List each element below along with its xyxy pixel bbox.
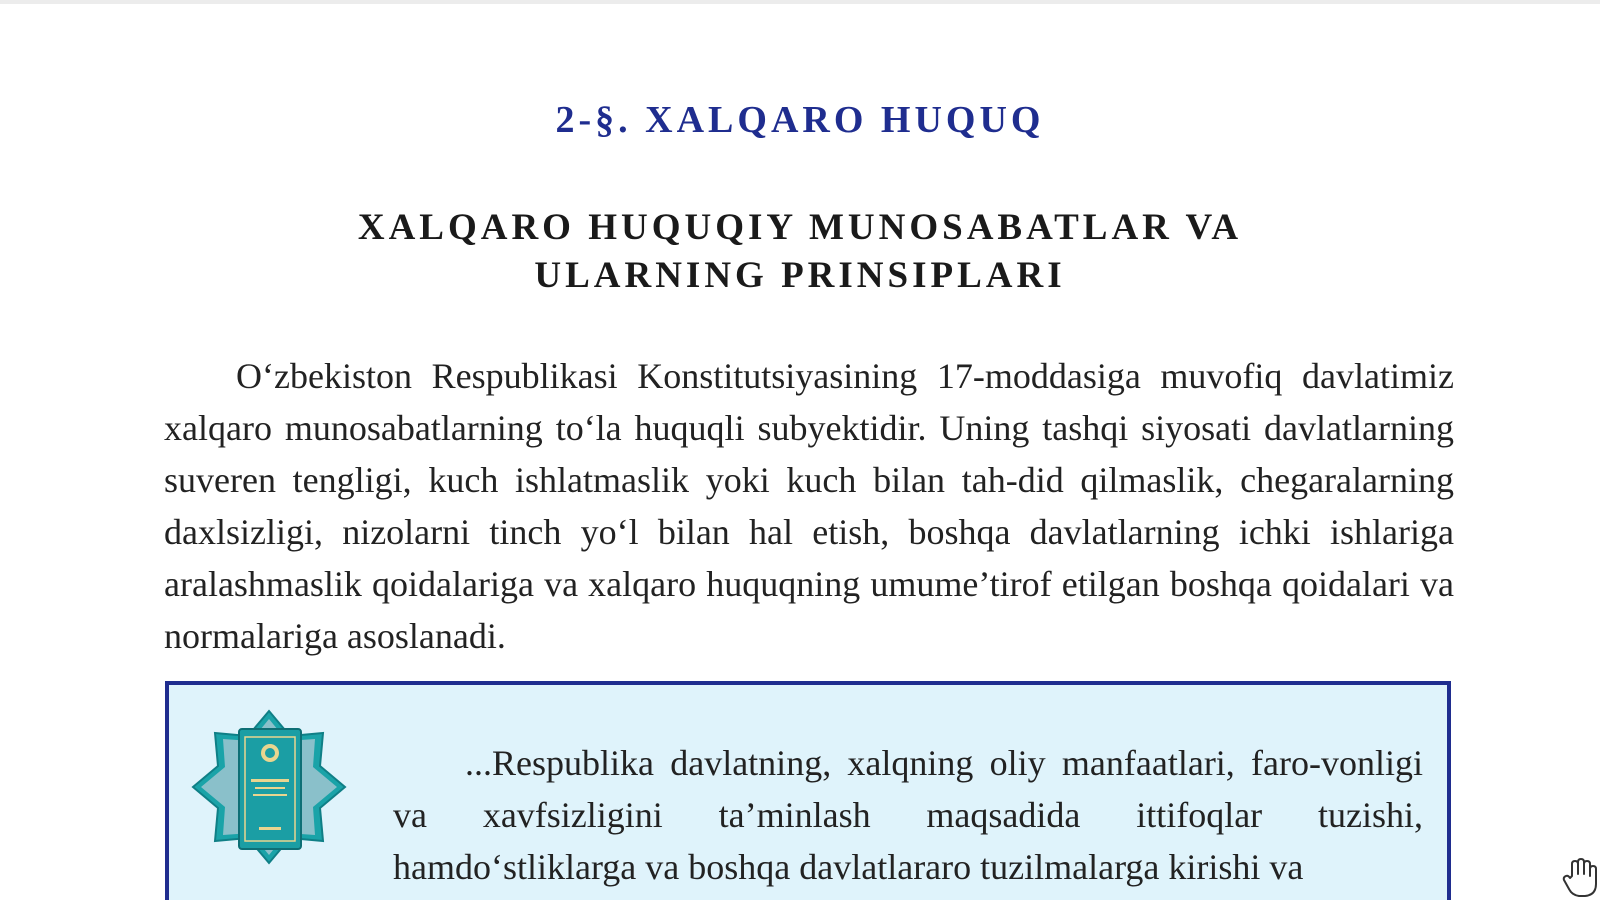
body-paragraph: O‘zbekiston Respublikasi Konstitutsiyasining 17-moddasiga muvofiq davlatimiz xalqaro munosabatlarning to‘la huquqli subyektidir. Uning tashqi siyosati davlatlarning suveren tengligi, kuch ishlatmaslik yoki kuch bilan tah-did qilmaslik, chegaralarning daxlsizligi, nizolarni tinch yo‘l bilan hal etish, boshqa davlatlarning ichki ishlariga aralashmaslik qoidalariga va xalqaro huquqning umume’tirof etilgan boshqa qoidalari va normalariga asoslanadi.	[164, 356, 1454, 656]
topic-heading-line-2: ULARNING PRINSIPLARI	[534, 255, 1066, 296]
constitution-quote-box	[165, 681, 1451, 900]
topic-heading	[0, 204, 1600, 300]
section-heading: 2-§. XALQARO HUQUQ	[555, 99, 1045, 141]
hand-cursor-icon	[1562, 858, 1598, 898]
quote-text: ...Respublika davlatning, xalqning oliy manfaatlari, faro-vonligi va xavfsizligini ta’minlash maqsadida ittifoqlar tuzishi, hamdo‘stliklarga va boshqa davlatlararo tuzilmalarga kirishi va	[393, 743, 1423, 887]
constitution-book-emblem-icon	[189, 707, 349, 867]
topic-heading-line-1: XALQARO HUQUQIY MUNOSABATLAR VA	[357, 207, 1243, 248]
